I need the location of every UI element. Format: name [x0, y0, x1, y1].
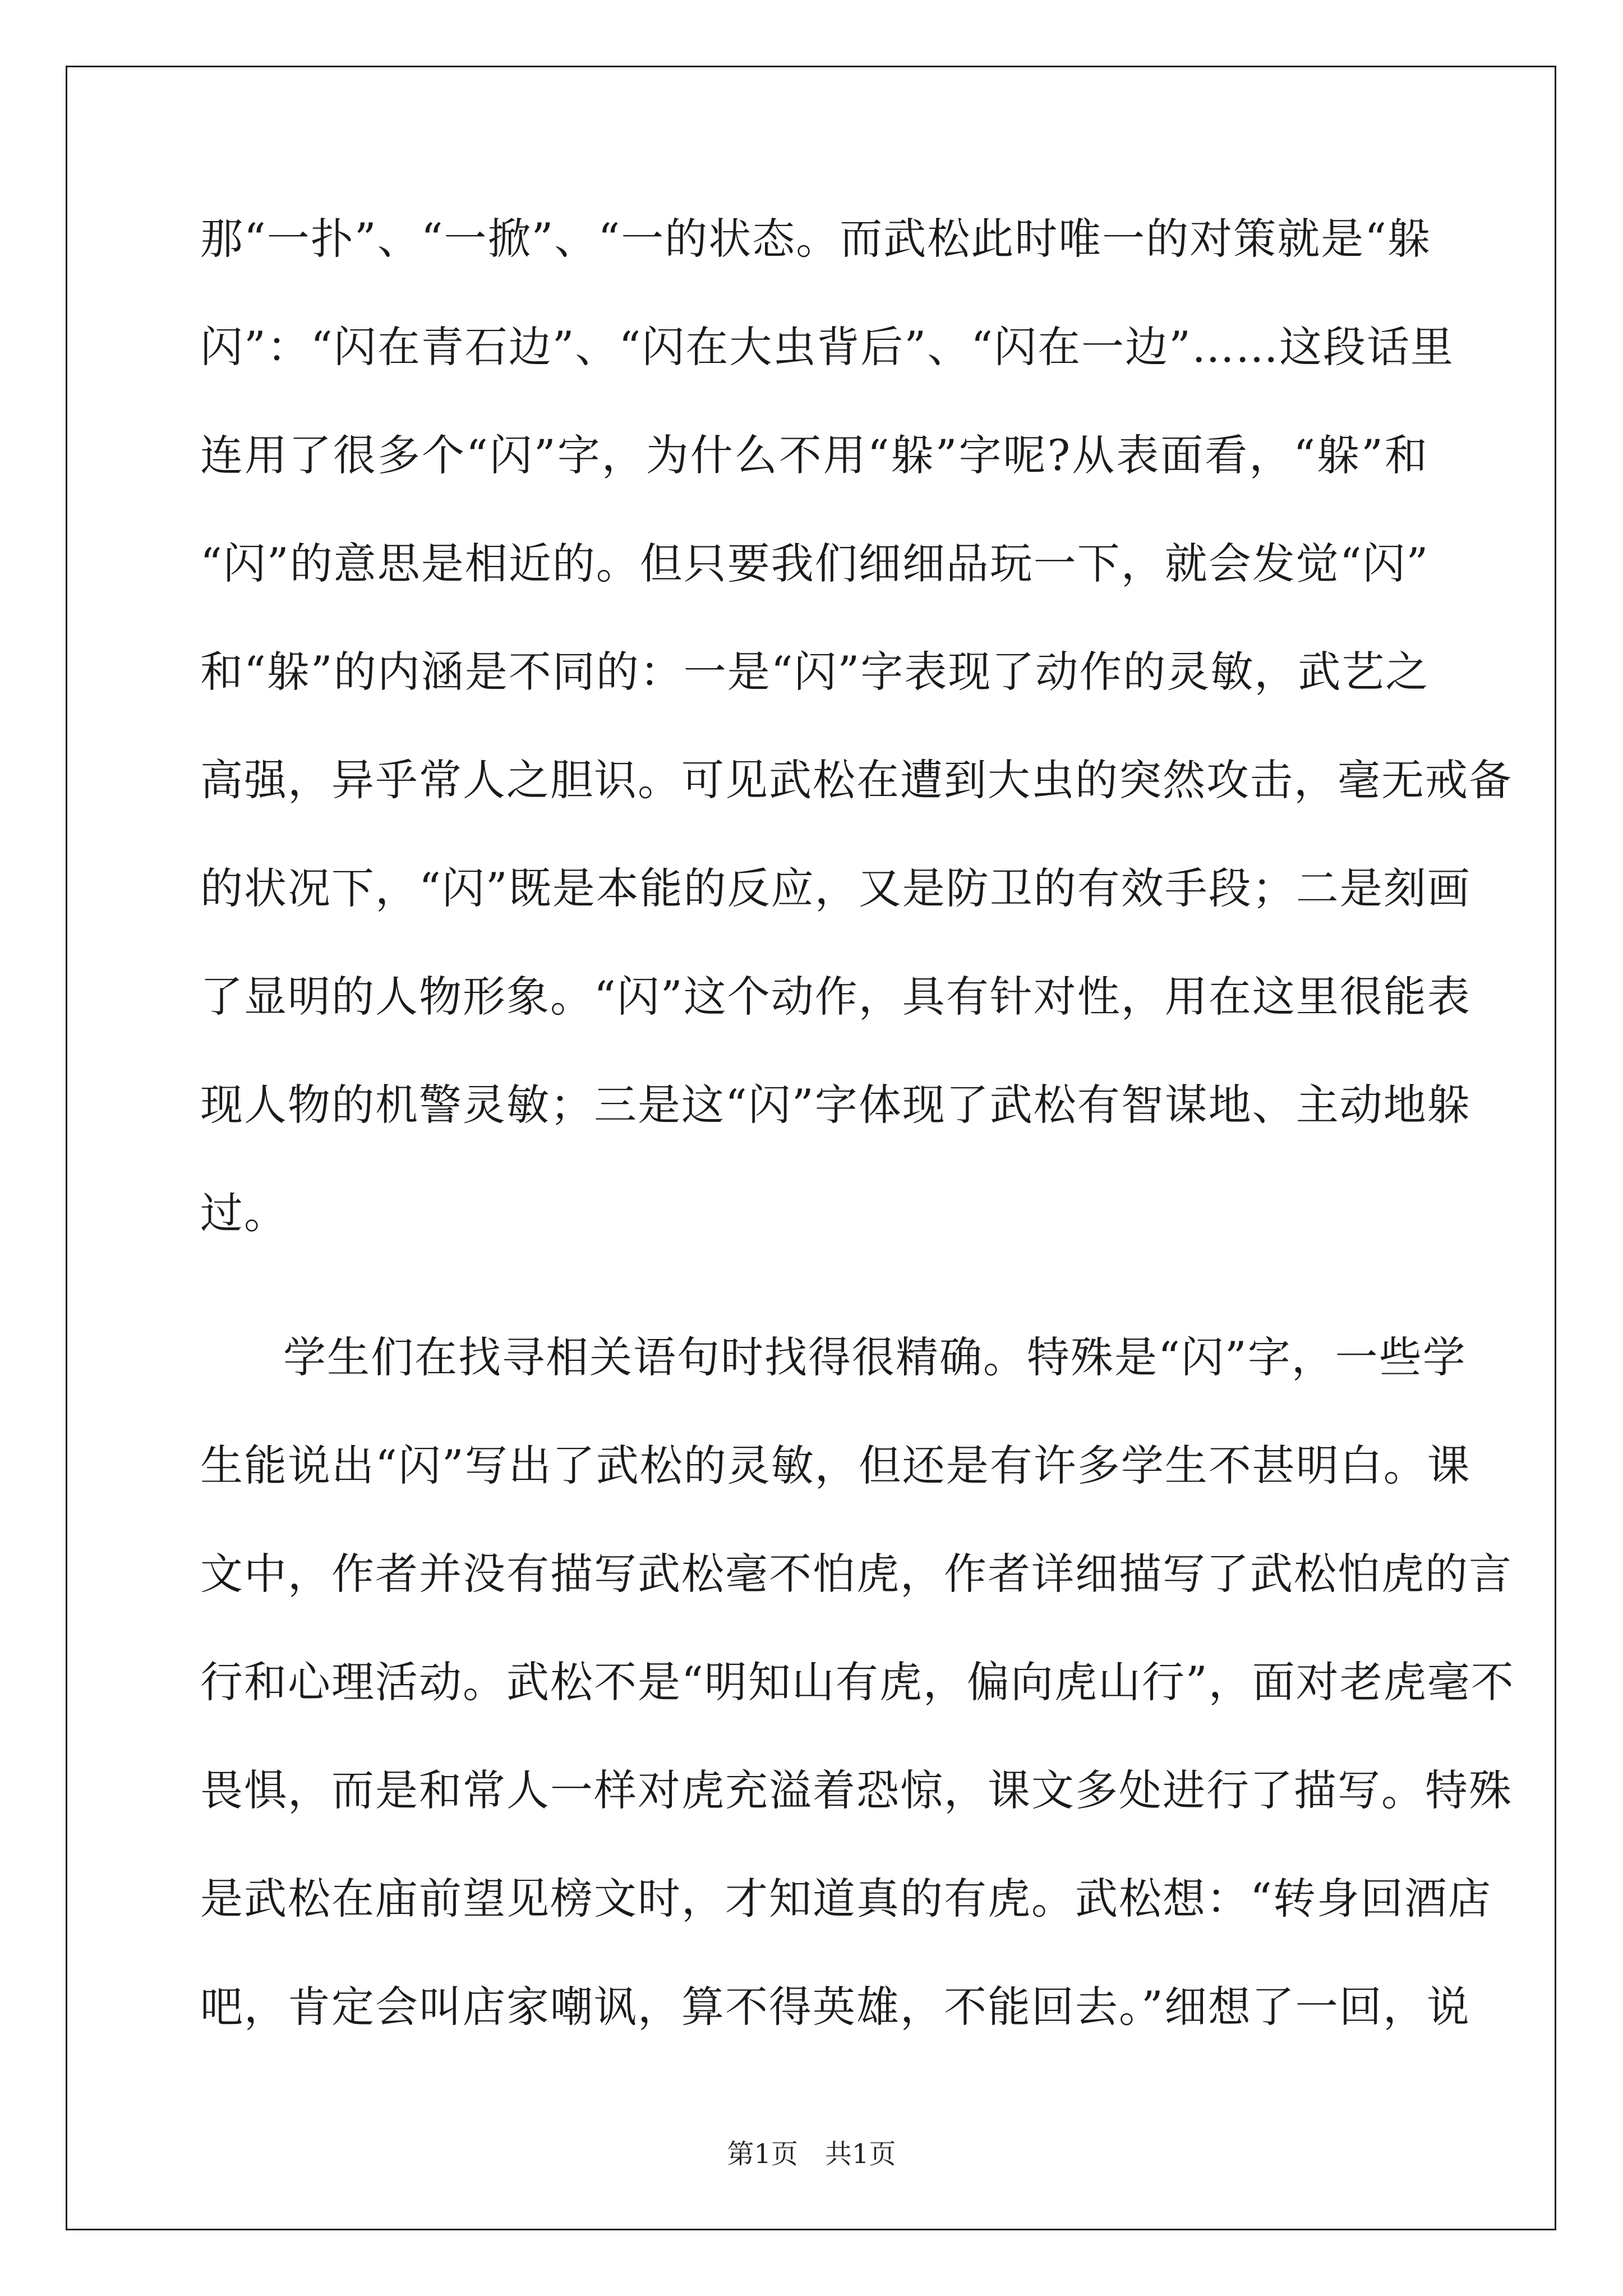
text-line: 生能说出“闪”写出了武松的灵敏，但还是有许多学生不甚明白。课	[200, 1441, 1471, 1490]
text-line: 了显明的人物形象。“闪”这个动作，具有针对性，用在这里很能表	[200, 972, 1471, 1022]
text-line: 吧，肯定会叫店家嘲讽，算不得英雄，不能回去。”细想了一回，说	[200, 1982, 1470, 2032]
text-line: “闪”的意思是相近的。但只要我们细细品玩一下，就会发觉“闪”	[200, 539, 1430, 588]
text-line: 的状况下，“闪”既是本能的反应，又是防卫的有效手段；二是刻画	[200, 863, 1471, 913]
text-line: 闪”：“闪在青石边”、“闪在大虫背后”、“闪在一边”……这段话里	[200, 322, 1454, 372]
text-line: 和“躲”的内涵是不同的：一是“闪”字表现了动作的灵敏，武艺之	[200, 647, 1430, 697]
text-line: 过。	[200, 1188, 288, 1238]
paragraph-gap	[200, 1296, 1428, 1332]
text-line: 现人物的机警灵敏；三是这“闪”字体现了武松有智谋地、主动地躲	[200, 1080, 1471, 1130]
text-line: 那“一扑”、“一掀”、“一的状态。而武松此时唯一的对策就是“躲	[200, 214, 1432, 264]
body-text	[200, 213, 1515, 2090]
text-line: 是武松在庙前望见榜文时，才知道真的有虎。武松想：“转身回酒店	[200, 1874, 1492, 1924]
page-footer: 第1页 共1页	[727, 2138, 896, 2170]
text-line: 文中，作者并没有描写武松毫不怕虎，作者详细描写了武松怕虎的言	[200, 1549, 1513, 1599]
text-line: 学生们在找寻相关语句时找得很精确。特殊是“闪”字，一些学	[283, 1332, 1467, 1382]
text-line: 连用了很多个“闪”字，为什么不用“躲”字呢?从表面看，“躲”和	[200, 430, 1428, 480]
text-line: 畏惧，而是和常人一样对虎充溢着恐惊，课文多处进行了描写。特殊	[200, 1765, 1513, 1815]
text-line: 高强，异乎常人之胆识。可见武松在遭到大虫的突然攻击，毫无戒备	[200, 755, 1513, 805]
text-line: 行和心理活动。武松不是“明知山有虎，偏向虎山行”，面对老虎毫不	[200, 1657, 1515, 1707]
